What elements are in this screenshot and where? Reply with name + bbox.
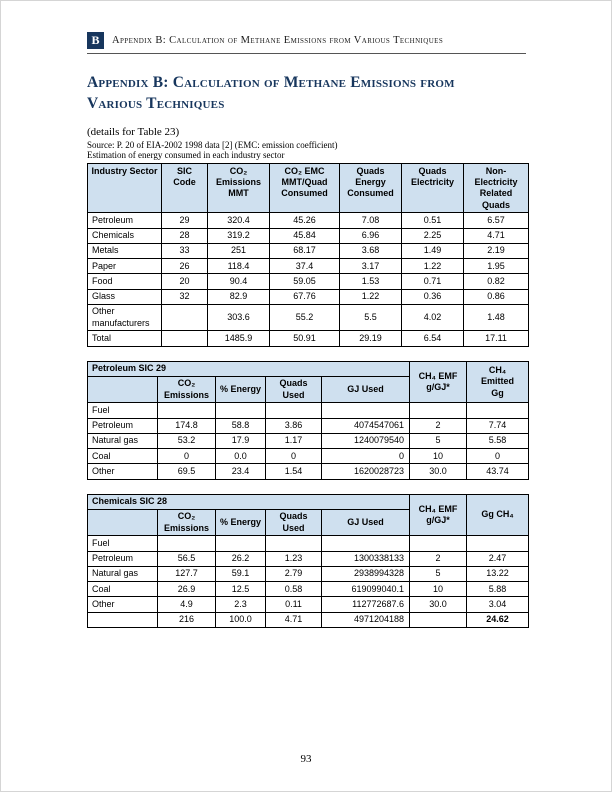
- cell-empty: [216, 403, 266, 418]
- table-title: Petroleum SIC 29: [88, 361, 410, 376]
- cell-value: 17.9: [216, 433, 266, 448]
- row-label: Fuel: [88, 403, 158, 418]
- cell-value: 17.11: [464, 331, 529, 346]
- fuel-label-row: [88, 536, 529, 551]
- cell-value: 6.54: [402, 331, 464, 346]
- row-label: Natural gas: [88, 433, 158, 448]
- row-label: Chemicals: [88, 228, 162, 243]
- cell-value: 0: [467, 449, 529, 464]
- column-header: Industry Sector: [88, 163, 162, 213]
- table-row: [88, 228, 529, 243]
- table-row: [88, 582, 529, 597]
- cell-value: 619099040.1: [322, 582, 410, 597]
- table-row: [88, 418, 529, 433]
- column-header: GJ Used: [322, 376, 410, 403]
- row-label: Food: [88, 274, 162, 289]
- row-label: Other: [88, 464, 158, 479]
- cell-value: 50.91: [270, 331, 340, 346]
- cell-value: 3.04: [467, 597, 529, 612]
- industry-table: [87, 163, 529, 347]
- cell-value: 5.88: [467, 582, 529, 597]
- cell-value: 1.48: [464, 304, 529, 331]
- cell-value: 0.0: [216, 449, 266, 464]
- cell-value: 1.95: [464, 259, 529, 274]
- cell-value: 1.53: [340, 274, 402, 289]
- cell-value: 30.0: [410, 464, 467, 479]
- column-header: GJ Used: [322, 509, 410, 536]
- cell-value: [162, 304, 208, 331]
- page-title: [87, 73, 526, 115]
- header-row: [88, 494, 529, 509]
- cell-empty: [266, 536, 322, 551]
- cell-value: 1620028723: [322, 464, 410, 479]
- appendix-badge-letter: B: [91, 33, 100, 47]
- row-label: Other manufacturers: [88, 304, 162, 331]
- cell-value: 6.96: [340, 228, 402, 243]
- cell-value: 4.9: [158, 597, 216, 612]
- cell-value: 0.36: [402, 289, 464, 304]
- column-header: % Energy: [216, 376, 266, 403]
- cell-value: 1.22: [402, 259, 464, 274]
- cell-value: 112772687.6: [322, 597, 410, 612]
- chemicals-table-total: [88, 612, 529, 627]
- table-row: [88, 433, 529, 448]
- cell-value: 2.25: [402, 228, 464, 243]
- cell-value: 45.26: [270, 213, 340, 228]
- cell-empty: [322, 403, 410, 418]
- row-label: Paper: [88, 259, 162, 274]
- table-row: [88, 551, 529, 566]
- cell-value: 6.57: [464, 213, 529, 228]
- cell-value: 82.9: [208, 289, 270, 304]
- cell-value: 2.19: [464, 243, 529, 258]
- appendix-badge: [87, 32, 104, 49]
- cell-empty: [158, 403, 216, 418]
- column-header: Quads Energy Consumed: [340, 163, 402, 213]
- cell-value: 7.74: [467, 418, 529, 433]
- cell-value: 0.51: [402, 213, 464, 228]
- cell-value: 1485.9: [208, 331, 270, 346]
- row-label: Metals: [88, 243, 162, 258]
- row-label: Coal: [88, 582, 158, 597]
- cell-value: 20: [162, 274, 208, 289]
- cell-value: 3.68: [340, 243, 402, 258]
- cell-value: 23.4: [216, 464, 266, 479]
- table-row: [88, 259, 529, 274]
- cell-value: 3.17: [340, 259, 402, 274]
- cell-value: 58.8: [216, 418, 266, 433]
- chemicals-table-header: [88, 494, 529, 536]
- cell-empty: [158, 536, 216, 551]
- petroleum-table-body: [88, 403, 529, 479]
- industry-table-header: [88, 163, 529, 213]
- total-cell: [88, 612, 158, 627]
- cell-empty: [467, 403, 529, 418]
- row-label: Petroleum: [88, 551, 158, 566]
- cell-value: 90.4: [208, 274, 270, 289]
- cell-value: 3.86: [266, 418, 322, 433]
- table-row: [88, 464, 529, 479]
- row-label: Petroleum: [88, 213, 162, 228]
- table-row: [88, 597, 529, 612]
- cell-value: 10: [410, 449, 467, 464]
- table-row: [88, 289, 529, 304]
- row-label: Fuel: [88, 536, 158, 551]
- cell-empty: [266, 403, 322, 418]
- table-row: [88, 449, 529, 464]
- cell-value: 0: [322, 449, 410, 464]
- cell-value: 10: [410, 582, 467, 597]
- cell-value: 0.58: [266, 582, 322, 597]
- cell-empty: [467, 536, 529, 551]
- cell-value: 26.2: [216, 551, 266, 566]
- cell-value: 59.1: [216, 566, 266, 581]
- cell-empty: [410, 403, 467, 418]
- row-label: Natural gas: [88, 566, 158, 581]
- cell-value: 2938994328: [322, 566, 410, 581]
- cell-value: 1.49: [402, 243, 464, 258]
- petroleum-table: [87, 361, 529, 480]
- cell-value: [162, 331, 208, 346]
- cell-value: 118.4: [208, 259, 270, 274]
- cell-value: 56.5: [158, 551, 216, 566]
- total-row: [88, 612, 529, 627]
- cell-value: 251: [208, 243, 270, 258]
- cell-value: 1300338133: [322, 551, 410, 566]
- table-row: [88, 566, 529, 581]
- total-cell: [410, 612, 467, 627]
- table-title: Chemicals SIC 28: [88, 494, 410, 509]
- cell-value: 4.71: [464, 228, 529, 243]
- row-label: Coal: [88, 449, 158, 464]
- column-header: Non-Electricity Related Quads: [464, 163, 529, 213]
- cell-value: 0.11: [266, 597, 322, 612]
- cell-value: 26: [162, 259, 208, 274]
- cell-value: 303.6: [208, 304, 270, 331]
- cell-value: 5: [410, 433, 467, 448]
- cell-value: 5.58: [467, 433, 529, 448]
- fuel-label-row: [88, 403, 529, 418]
- cell-value: 43.74: [467, 464, 529, 479]
- cell-value: 5.5: [340, 304, 402, 331]
- table-row: [88, 243, 529, 258]
- source-note: Source: P. 20 of EIA-2002 1998 data [2] (EMC: emission coefficient): [87, 139, 338, 150]
- cell-value: 28: [162, 228, 208, 243]
- cell-value: 1240079540: [322, 433, 410, 448]
- column-header: Quads Electricity: [402, 163, 464, 213]
- cell-value: 2.79: [266, 566, 322, 581]
- cell-value: 29: [162, 213, 208, 228]
- cell-value: 4.02: [402, 304, 464, 331]
- cell-value: 45.84: [270, 228, 340, 243]
- cell-value: 2.3: [216, 597, 266, 612]
- column-header: Quads Used: [266, 376, 322, 403]
- total-cell: 4971204188: [322, 612, 410, 627]
- cell-value: 33: [162, 243, 208, 258]
- column-header: CH₄ EMF g/GJ*: [410, 494, 467, 536]
- cell-empty: [216, 536, 266, 551]
- cell-value: 1.54: [266, 464, 322, 479]
- petroleum-table-header: [88, 361, 529, 403]
- cell-value: 2: [410, 418, 467, 433]
- table-row: [88, 331, 529, 346]
- row-label: Other: [88, 597, 158, 612]
- column-header: CO₂ Emissions: [158, 509, 216, 536]
- cell-value: 2: [410, 551, 467, 566]
- cell-value: 59.05: [270, 274, 340, 289]
- column-header: CH₄ Emitted Gg: [467, 361, 529, 403]
- row-label: Total: [88, 331, 162, 346]
- cell-value: 127.7: [158, 566, 216, 581]
- column-header: Gg CH₄: [467, 494, 529, 536]
- header-row: [88, 361, 529, 376]
- chemicals-table: [87, 494, 529, 628]
- table-row: [88, 304, 529, 331]
- column-header-empty: [88, 509, 158, 536]
- total-cell: 100.0: [216, 612, 266, 627]
- running-head: [87, 32, 526, 54]
- total-cell: 24.62: [467, 612, 529, 627]
- cell-value: 67.76: [270, 289, 340, 304]
- cell-empty: [322, 536, 410, 551]
- cell-value: 7.08: [340, 213, 402, 228]
- cell-value: 32: [162, 289, 208, 304]
- column-header: % Energy: [216, 509, 266, 536]
- cell-value: 0.82: [464, 274, 529, 289]
- total-cell: 4.71: [266, 612, 322, 627]
- column-header: CH₄ EMF g/GJ*: [410, 361, 467, 403]
- cell-value: 1.22: [340, 289, 402, 304]
- cell-value: 2.47: [467, 551, 529, 566]
- cell-value: 26.9: [158, 582, 216, 597]
- cell-value: 0: [158, 449, 216, 464]
- cell-value: 13.22: [467, 566, 529, 581]
- column-header-empty: [88, 376, 158, 403]
- details-note: (details for Table 23): [87, 125, 180, 138]
- cell-value: 320.4: [208, 213, 270, 228]
- total-cell: 216: [158, 612, 216, 627]
- cell-value: 319.2: [208, 228, 270, 243]
- header-row: [88, 163, 529, 213]
- table-caption: Estimation of energy consumed in each industry sector: [87, 149, 285, 160]
- chemicals-table-body: [88, 536, 529, 612]
- column-header: CO₂ Emissions MMT: [208, 163, 270, 213]
- cell-value: 69.5: [158, 464, 216, 479]
- cell-value: 0: [266, 449, 322, 464]
- row-label: Petroleum: [88, 418, 158, 433]
- cell-value: 0.86: [464, 289, 529, 304]
- cell-value: 55.2: [270, 304, 340, 331]
- cell-value: 53.2: [158, 433, 216, 448]
- cell-value: 29.19: [340, 331, 402, 346]
- cell-value: 12.5: [216, 582, 266, 597]
- cell-value: 1.17: [266, 433, 322, 448]
- cell-value: 5: [410, 566, 467, 581]
- column-header: Quads Used: [266, 509, 322, 536]
- cell-value: 4074547061: [322, 418, 410, 433]
- row-label: Glass: [88, 289, 162, 304]
- page-title-line2: Various Techniques: [87, 94, 225, 112]
- column-header: SIC Code: [162, 163, 208, 213]
- page-title-line1: Appendix B: Calculation of Methane Emissions from: [87, 74, 455, 91]
- running-head-title: Appendix B: Calculation of Methane Emissions from Various Techniques: [112, 35, 444, 46]
- cell-value: 1.23: [266, 551, 322, 566]
- column-header: CO₂ Emissions: [158, 376, 216, 403]
- industry-table-body: [88, 213, 529, 346]
- cell-value: 174.8: [158, 418, 216, 433]
- table-row: [88, 274, 529, 289]
- cell-empty: [410, 536, 467, 551]
- page-number: 93: [300, 753, 312, 765]
- cell-value: 37.4: [270, 259, 340, 274]
- cell-value: 68.17: [270, 243, 340, 258]
- cell-value: 0.71: [402, 274, 464, 289]
- column-header: CO₂ EMC MMT/Quad Consumed: [270, 163, 340, 213]
- table-row: [88, 213, 529, 228]
- cell-value: 30.0: [410, 597, 467, 612]
